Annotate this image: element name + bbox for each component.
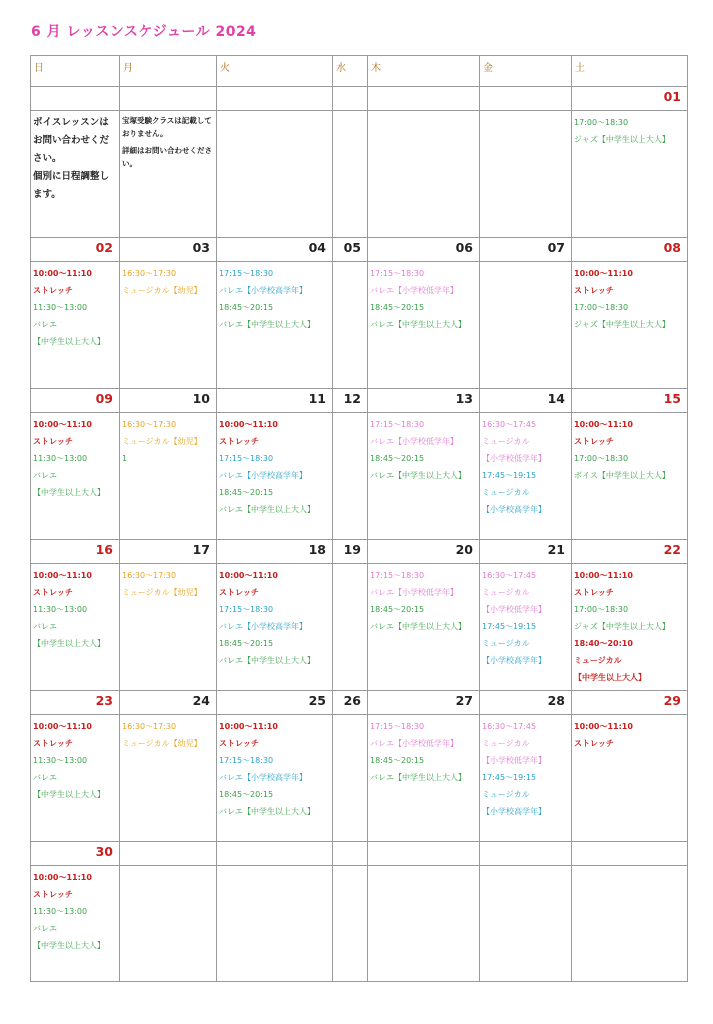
lesson-event: 【小学校高学年】 xyxy=(482,656,546,665)
day-cell xyxy=(120,413,217,540)
lesson-event: ストレッチ xyxy=(33,437,73,446)
note-line: 宝塚受験クラスは記載しておりません。 xyxy=(122,116,212,138)
lesson-event: 【中学生以上大人】 xyxy=(33,941,105,950)
date-number: 22 xyxy=(572,540,688,564)
day-cell xyxy=(368,564,480,691)
day-cell xyxy=(120,111,217,238)
date-number xyxy=(217,842,333,866)
week-date-row xyxy=(31,691,688,715)
lesson-event: ストレッチ xyxy=(574,588,614,597)
day-cell xyxy=(217,111,333,238)
date-number: 06 xyxy=(368,238,480,262)
date-number: 03 xyxy=(120,238,217,262)
lesson-event: ミュージカル xyxy=(482,639,530,648)
lesson-event: ストレッチ xyxy=(574,286,614,295)
date-number: 02 xyxy=(31,238,120,262)
day-cell xyxy=(572,413,688,540)
lesson-event: バレエ【中学生以上大人】 xyxy=(219,807,315,816)
date-number xyxy=(572,842,688,866)
lesson-event: 16:30～17:30 xyxy=(122,571,177,580)
lesson-event: 17:15～18:30 xyxy=(370,269,425,278)
lesson-event: 18:45～20:15 xyxy=(370,605,425,614)
day-cell xyxy=(31,262,120,389)
lesson-event: 1 xyxy=(122,454,128,463)
lesson-event: バレエ【中学生以上大人】 xyxy=(370,773,466,782)
lesson-event: ミュージカル【幼児】 xyxy=(122,437,202,446)
lesson-event: 【中学生以上大人】 xyxy=(33,790,105,799)
lesson-event: バレエ【中学生以上大人】 xyxy=(370,320,466,329)
date-number: 10 xyxy=(120,389,217,413)
date-number: 09 xyxy=(31,389,120,413)
lesson-event: 18:45～20:15 xyxy=(219,303,274,312)
lesson-event: ジャズ【中学生以上大人】 xyxy=(574,320,670,329)
lesson-event: 16:30～17:45 xyxy=(482,420,537,429)
lesson-event: 17:00～18:30 xyxy=(574,605,629,614)
day-cell xyxy=(31,715,120,842)
lesson-event: ストレッチ xyxy=(33,286,73,295)
lesson-event: バレエ【中学生以上大人】 xyxy=(219,656,315,665)
page-title: 6 月 レッスンスケジュール 2024 xyxy=(31,24,257,40)
lesson-event: 18:40～20:10 xyxy=(574,639,633,648)
lesson-event: ストレッチ xyxy=(574,437,614,446)
lesson-event: 18:45～20:15 xyxy=(219,639,274,648)
day-cell xyxy=(368,111,480,238)
weekday-header: 土 xyxy=(572,56,688,87)
weekday-header: 水 xyxy=(333,56,368,87)
lesson-event: 18:45～20:15 xyxy=(219,790,274,799)
lesson-event: ストレッチ xyxy=(219,437,259,446)
day-cell xyxy=(480,262,572,389)
lesson-event: 17:15～18:30 xyxy=(370,722,425,731)
date-number: 26 xyxy=(333,691,368,715)
week-date-row xyxy=(31,842,688,866)
day-cell xyxy=(368,262,480,389)
lesson-event: バレエ xyxy=(33,773,57,782)
lesson-event: 10:00～11:10 xyxy=(219,722,278,731)
lesson-event: 18:45～20:15 xyxy=(370,756,425,765)
lesson-event: 18:45～20:15 xyxy=(370,454,425,463)
day-cell xyxy=(480,715,572,842)
lesson-event: 17:15～18:30 xyxy=(370,571,425,580)
note-line: ボイスレッスンはお問い合わせください。 xyxy=(33,117,110,164)
week-events-row xyxy=(31,111,688,238)
lesson-event: バレエ【中学生以上大人】 xyxy=(219,320,315,329)
day-cell xyxy=(333,564,368,691)
calendar xyxy=(30,55,687,993)
weekday-header: 日 xyxy=(31,56,120,87)
lesson-event: 10:00～11:10 xyxy=(219,420,278,429)
day-cell xyxy=(480,413,572,540)
day-cell xyxy=(217,866,333,982)
takarazuka-class-note xyxy=(122,114,214,170)
lesson-event: 【中学生以上大人】 xyxy=(33,639,105,648)
day-cell xyxy=(217,564,333,691)
lesson-event: 17:00～18:30 xyxy=(574,303,629,312)
lesson-event: バレエ【中学生以上大人】 xyxy=(219,505,315,514)
date-number xyxy=(333,87,368,111)
lesson-event: 16:30～17:30 xyxy=(122,722,177,731)
date-number: 13 xyxy=(368,389,480,413)
lesson-event: バレエ xyxy=(33,320,57,329)
lesson-event: 17:15～18:30 xyxy=(219,454,274,463)
lesson-event: バレエ【小学校高学年】 xyxy=(219,622,307,631)
day-cell xyxy=(572,715,688,842)
week-events-row xyxy=(31,715,688,842)
lesson-event: バレエ xyxy=(33,622,57,631)
lesson-event: バレエ【中学生以上大人】 xyxy=(370,622,466,631)
day-cell xyxy=(120,866,217,982)
date-number xyxy=(120,87,217,111)
lesson-event: バレエ【中学生以上大人】 xyxy=(370,471,466,480)
lesson-event: ストレッチ xyxy=(574,739,614,748)
day-cell xyxy=(333,262,368,389)
lesson-event: 10:00～11:10 xyxy=(574,571,633,580)
date-number: 16 xyxy=(31,540,120,564)
date-number: 01 xyxy=(572,87,688,111)
lesson-event: 11:30～13:00 xyxy=(33,907,88,916)
weekday-header-row xyxy=(31,56,688,87)
day-cell xyxy=(480,564,572,691)
week-events-row xyxy=(31,262,688,389)
date-number: 07 xyxy=(480,238,572,262)
date-number: 11 xyxy=(217,389,333,413)
lesson-event: バレエ xyxy=(33,471,57,480)
date-number: 18 xyxy=(217,540,333,564)
lesson-event: 【小学校高学年】 xyxy=(482,807,546,816)
lesson-event: バレエ【小学校低学年】 xyxy=(370,739,458,748)
date-number: 27 xyxy=(368,691,480,715)
week-events-row xyxy=(31,564,688,691)
day-cell xyxy=(217,715,333,842)
day-cell xyxy=(480,111,572,238)
lesson-event: 【小学校低学年】 xyxy=(482,454,546,463)
date-number: 24 xyxy=(120,691,217,715)
lesson-event: 18:45～20:15 xyxy=(370,303,425,312)
day-cell xyxy=(572,866,688,982)
lesson-event: ミュージカル xyxy=(482,437,530,446)
date-number xyxy=(480,842,572,866)
lesson-event: ミュージカル【幼児】 xyxy=(122,286,202,295)
lesson-event: ミュージカル【幼児】 xyxy=(122,588,202,597)
day-cell xyxy=(31,111,120,238)
date-number: 05 xyxy=(333,238,368,262)
calendar-table xyxy=(30,55,688,982)
date-number: 04 xyxy=(217,238,333,262)
day-cell xyxy=(120,262,217,389)
date-number: 21 xyxy=(480,540,572,564)
date-number xyxy=(120,842,217,866)
lesson-event: 11:30～13:00 xyxy=(33,303,88,312)
lesson-event: ストレッチ xyxy=(219,588,259,597)
weekday-header: 金 xyxy=(480,56,572,87)
date-number xyxy=(480,87,572,111)
lesson-event: ストレッチ xyxy=(33,739,73,748)
weekday-header: 火 xyxy=(217,56,333,87)
day-cell xyxy=(31,413,120,540)
lesson-event: 【小学校高学年】 xyxy=(482,505,546,514)
lesson-event: ジャズ【中学生以上大人】 xyxy=(574,622,670,631)
lesson-event: 17:45～19:15 xyxy=(482,773,537,782)
lesson-event: 17:15～18:30 xyxy=(219,269,274,278)
week-events-row xyxy=(31,866,688,982)
date-number: 29 xyxy=(572,691,688,715)
lesson-event: 16:30～17:45 xyxy=(482,571,537,580)
lesson-event: 11:30～13:00 xyxy=(33,454,88,463)
weekday-header: 月 xyxy=(120,56,217,87)
week-date-row xyxy=(31,540,688,564)
week-date-row xyxy=(31,238,688,262)
day-cell xyxy=(31,866,120,982)
lesson-event: ミュージカル xyxy=(574,656,622,665)
lesson-event: ジャズ【中学生以上大人】 xyxy=(574,135,670,144)
day-cell xyxy=(572,111,688,238)
date-number: 14 xyxy=(480,389,572,413)
note-line: 個別に日程調整します。 xyxy=(33,171,110,200)
weekday-header: 木 xyxy=(368,56,480,87)
date-number: 17 xyxy=(120,540,217,564)
lesson-event: 10:00～11:10 xyxy=(33,571,92,580)
date-number xyxy=(368,87,480,111)
lesson-event: 17:45～19:15 xyxy=(482,471,537,480)
day-cell xyxy=(368,413,480,540)
date-number xyxy=(217,87,333,111)
lesson-event: 【中学生以上大人】 xyxy=(33,337,105,346)
week-date-row xyxy=(31,389,688,413)
lesson-event: ミュージカル【幼児】 xyxy=(122,739,202,748)
lesson-event: 10:00～11:10 xyxy=(33,269,92,278)
lesson-event: バレエ【小学校低学年】 xyxy=(370,286,458,295)
lesson-event: 10:00～11:10 xyxy=(219,571,278,580)
lesson-event: ボイス【中学生以上大人】 xyxy=(574,471,670,480)
date-number xyxy=(31,87,120,111)
week-date-row xyxy=(31,87,688,111)
lesson-event: 【小学校低学年】 xyxy=(482,605,546,614)
lesson-event: 17:00～18:30 xyxy=(574,454,629,463)
date-number: 28 xyxy=(480,691,572,715)
lesson-event: 10:00～11:10 xyxy=(33,722,92,731)
lesson-event: ミュージカル xyxy=(482,588,530,597)
day-cell xyxy=(572,564,688,691)
lesson-event: 17:15～18:30 xyxy=(219,605,274,614)
lesson-event: 10:00～11:10 xyxy=(574,269,633,278)
lesson-event: 10:00～11:10 xyxy=(33,873,92,882)
lesson-event: 11:30～13:00 xyxy=(33,756,88,765)
lesson-event: 10:00～11:10 xyxy=(574,420,633,429)
lesson-event: 17:00～18:30 xyxy=(574,118,629,127)
day-cell xyxy=(217,413,333,540)
date-number: 19 xyxy=(333,540,368,564)
lesson-event: 16:30～17:45 xyxy=(482,722,537,731)
date-number xyxy=(368,842,480,866)
date-number: 25 xyxy=(217,691,333,715)
date-number: 12 xyxy=(333,389,368,413)
date-number: 15 xyxy=(572,389,688,413)
day-cell xyxy=(368,866,480,982)
day-cell xyxy=(217,262,333,389)
lesson-event: 17:15～18:30 xyxy=(370,420,425,429)
day-cell xyxy=(333,866,368,982)
date-number: 23 xyxy=(31,691,120,715)
day-cell xyxy=(572,262,688,389)
day-cell xyxy=(368,715,480,842)
lesson-event: 17:45～19:15 xyxy=(482,622,537,631)
voice-lesson-note xyxy=(33,114,117,204)
day-cell xyxy=(333,715,368,842)
lesson-event: 【中学生以上大人】 xyxy=(33,488,105,497)
note-line: 詳細はお問い合わせください。 xyxy=(122,146,212,168)
lesson-event: 【中学生以上大人】 xyxy=(574,673,646,682)
date-number: 08 xyxy=(572,238,688,262)
lesson-event: 16:30～17:30 xyxy=(122,269,177,278)
day-cell xyxy=(333,111,368,238)
lesson-event: 10:00～11:10 xyxy=(33,420,92,429)
lesson-event: バレエ【小学校高学年】 xyxy=(219,773,307,782)
lesson-event: ミュージカル xyxy=(482,739,530,748)
lesson-event: バレエ【小学校高学年】 xyxy=(219,286,307,295)
lesson-event: ストレッチ xyxy=(33,588,73,597)
lesson-event: ストレッチ xyxy=(33,890,73,899)
date-number: 20 xyxy=(368,540,480,564)
lesson-event: 11:30～13:00 xyxy=(33,605,88,614)
date-number xyxy=(333,842,368,866)
day-cell xyxy=(333,413,368,540)
lesson-event: バレエ【小学校低学年】 xyxy=(370,437,458,446)
lesson-event: 【小学校低学年】 xyxy=(482,756,546,765)
lesson-event: バレエ【小学校低学年】 xyxy=(370,588,458,597)
lesson-event: ミュージカル xyxy=(482,488,530,497)
lesson-event: 16:30～17:30 xyxy=(122,420,177,429)
lesson-event: 18:45～20:15 xyxy=(219,488,274,497)
week-events-row xyxy=(31,413,688,540)
day-cell xyxy=(120,564,217,691)
lesson-event: 17:15～18:30 xyxy=(219,756,274,765)
lesson-event: 10:00～11:10 xyxy=(574,722,633,731)
day-cell xyxy=(480,866,572,982)
lesson-event: ストレッチ xyxy=(219,739,259,748)
lesson-event: ミュージカル xyxy=(482,790,530,799)
day-cell xyxy=(31,564,120,691)
day-cell xyxy=(120,715,217,842)
date-number: 30 xyxy=(31,842,120,866)
lesson-event: バレエ【小学校高学年】 xyxy=(219,471,307,480)
lesson-event: バレエ xyxy=(33,924,57,933)
